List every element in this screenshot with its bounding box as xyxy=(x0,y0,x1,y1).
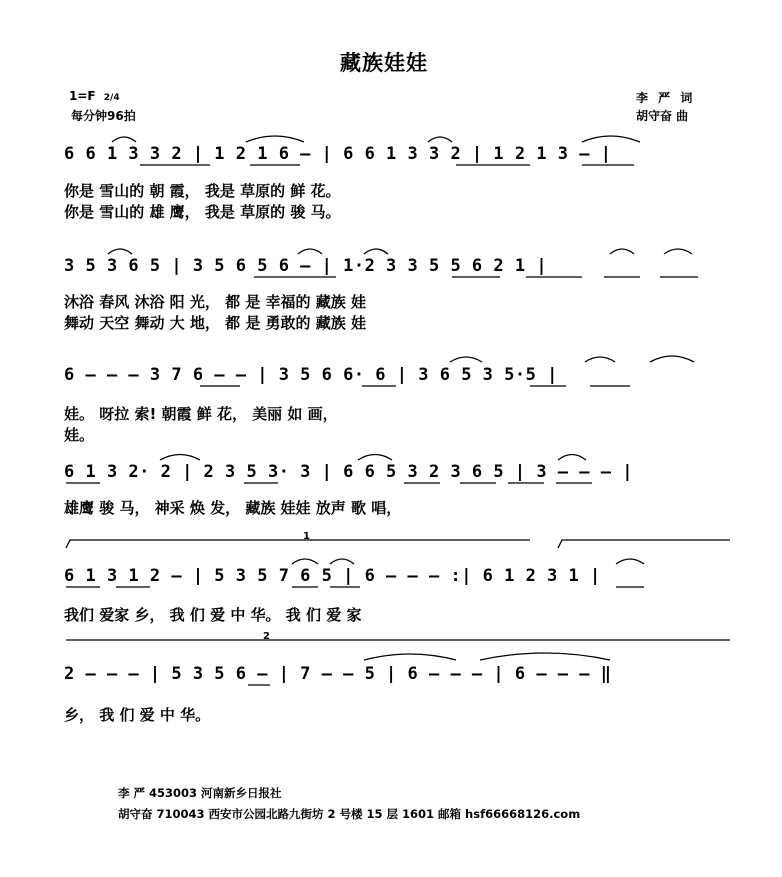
notation-line-6: 2 — — — | 5 3 5 6 — | 7 — — 5 | 6 — — — | 6 — — — ‖ xyxy=(64,664,612,684)
volta-1-label: 1 xyxy=(303,531,310,542)
slur xyxy=(585,357,615,362)
notation-line-5: 6 1 3 1 2 — | 5 3 5 7 6 5 | 6 — — — :| 6 1 2 3 1 | xyxy=(64,566,601,586)
notation-line-2: 3 5 3 6 5 | 3 5 6 5 6 — | 1·2 3 3 5 5 6 2 1 | xyxy=(64,256,548,276)
slur xyxy=(364,654,456,660)
lyrics-line-3-verse-2: 娃。 xyxy=(64,426,95,444)
time-signature: 2/4 xyxy=(103,93,120,103)
footer-address-lyricist: 李 严 453003 河南新乡日报社 xyxy=(118,786,282,800)
slur xyxy=(246,136,304,142)
slur xyxy=(298,249,322,254)
slur xyxy=(582,136,640,142)
lyrics-line-4: 雄鹰 骏 马， 神采 焕 发， 藏族 娃娃 放声 歌 唱， xyxy=(64,499,402,517)
notation-line-4: 6 1 3 2· 2 | 2 3 5 3· 3 | 6 6 5 3 2 3 6 5 | 3 — — — | xyxy=(64,462,633,482)
slur xyxy=(292,559,318,564)
slur xyxy=(650,356,694,362)
slur xyxy=(160,455,200,461)
slur xyxy=(610,249,634,254)
slur xyxy=(108,249,132,254)
song-title: 藏族娃娃 xyxy=(340,51,428,75)
volta-2-label: 2 xyxy=(263,631,270,642)
lyrics-line-2-verse-2: 舞动 天空 舞动 大 地， 都 是 勇敢的 藏族 娃 xyxy=(64,314,367,332)
lyrics-line-3-verse-1: 娃。 呀拉 索! 朝霞 鲜 花， 美丽 如 画， xyxy=(64,405,338,423)
lyrics-line-1-verse-1: 你是 雪山的 朝 霞， 我是 草原的 鲜 花。 xyxy=(64,182,341,200)
volta-1-bracket-right xyxy=(558,540,730,548)
slur xyxy=(480,653,610,660)
lyrics-line-2-verse-1: 沐浴 春风 沐浴 阳 光， 都 是 幸福的 藏族 娃 xyxy=(64,293,367,311)
key-text: 1=F xyxy=(69,89,96,103)
composer-credit: 胡守奋 曲 xyxy=(636,109,689,123)
slur xyxy=(428,137,452,142)
slur xyxy=(358,455,392,461)
footer-address-composer: 胡守奋 710043 西安市公园北路九街坊 2 号楼 15 层 1601 邮箱 hsf66668126.com xyxy=(118,807,581,821)
slur xyxy=(558,455,586,461)
lyrics-line-5: 我们 爱家 乡， 我 们 爱 中 华。 我 们 爱 家 xyxy=(64,606,362,624)
slur xyxy=(112,137,136,142)
slur xyxy=(664,249,692,254)
notation-line-1: 6 6 1 3 3 2 | 1 2 1 6 — | 6 6 1 3 3 2 | 1 2 1 3 — | xyxy=(64,144,612,164)
slur xyxy=(450,357,482,362)
slur xyxy=(330,559,354,564)
slur xyxy=(364,249,388,254)
tempo-marking: 每分钟96拍 xyxy=(71,109,136,123)
volta-1-bracket xyxy=(66,540,530,548)
slur xyxy=(616,559,644,564)
lyrics-line-1-verse-2: 你是 雪山的 雄 鹰， 我是 草原的 骏 马。 xyxy=(64,203,341,221)
notation-line-3: 6 — — — 3 7 6 — — | 3 5 6 6· 6 | 3 6 5 3 5·5 | xyxy=(64,365,558,385)
lyricist-credit: 李 严 词 xyxy=(636,91,696,105)
lyrics-line-6: 乡， 我 们 爱 中 华。 xyxy=(64,706,211,724)
